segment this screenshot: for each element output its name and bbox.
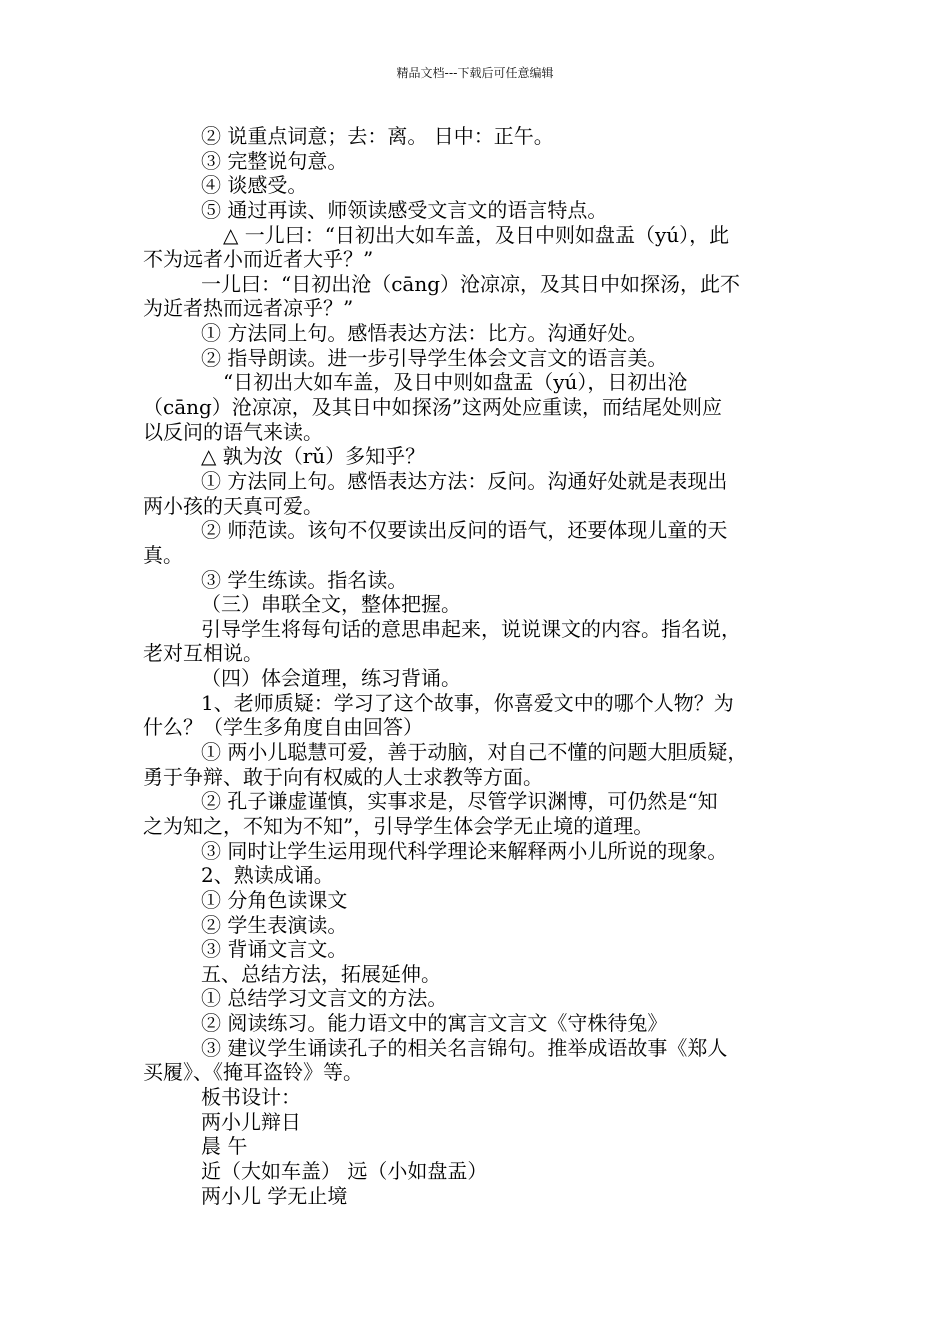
document-body <box>143 124 808 1208</box>
text-line: （cāng）沧凉凉，及其日中如探汤”这两处应重读，而结尾处则应 <box>143 395 723 420</box>
text-line: “日初出大如车盖，及日中则如盘盂（yú），日初出沧 <box>223 370 688 395</box>
text-line: 晨 午 <box>201 1134 248 1159</box>
text-line: ② 说重点词意；去：离。 日中：正午。 <box>201 124 554 148</box>
text-line: （三）串联全文，整体把握。 <box>201 592 461 617</box>
text-line: ③ 完整说句意。 <box>201 148 348 173</box>
text-line: 近（大如车盖） 远（小如盘盂） <box>201 1158 488 1183</box>
text-line: ① 分角色读课文 <box>201 887 348 912</box>
text-line: 引导学生将每句话的意思串起来，说说课文的内容。指名说， <box>201 616 741 641</box>
text-line: 两小儿辩日 <box>201 1109 301 1134</box>
text-line: 板书设计： <box>201 1084 301 1109</box>
text-line: ② 指导朗读。进一步引导学生体会文言文的语言美。 <box>201 345 668 370</box>
text-line: 勇于争辩、敢于向有权威的人士求教等方面。 <box>143 764 543 789</box>
text-line: ① 总结学习文言文的方法。 <box>201 986 448 1011</box>
text-line: 老对互相说。 <box>143 641 263 666</box>
text-line: ② 师范读。该句不仅要读出反问的语气，还要体现儿童的天 <box>201 518 728 543</box>
page-header: 精品文档---下载后可任意编辑 <box>396 66 554 80</box>
text-line: 两小孩的天真可爱。 <box>143 493 323 518</box>
text-line: （四）体会道理，练习背诵。 <box>201 666 461 691</box>
text-line: ② 学生表演读。 <box>201 912 348 937</box>
text-line: 买履》、《掩耳盗铃》等。 <box>143 1060 363 1085</box>
text-line: ③ 同时让学生运用现代科学理论来解释两小儿所说的现象。 <box>201 838 728 863</box>
text-line: ③ 背诵文言文。 <box>201 937 348 962</box>
text-line: ③ 学生练读。指名读。 <box>201 567 408 592</box>
text-line: ③ 建议学生诵读孔子的相关名言锦句。推举成语故事《郑人 <box>201 1035 728 1060</box>
text-line: 真。 <box>143 542 183 567</box>
text-line: 五、总结方法，拓展延伸。 <box>201 961 441 986</box>
text-line: ① 方法同上句。感悟表达方法：比方。沟通好处。 <box>201 321 648 346</box>
text-line: ④ 谈感受。 <box>201 173 308 198</box>
text-line: 什么？（学生多角度自由回答） <box>143 715 423 740</box>
text-line: ② 孔子谦虚谨慎，实事求是，尽管学识渊博，可仍然是“知 <box>201 789 718 814</box>
text-line: 以反问的语气来读。 <box>143 419 323 444</box>
text-line: 之为知之，不知为不知”，引导学生体会学无止境的道理。 <box>143 813 654 838</box>
text-line: ① 两小儿聪慧可爱，善于动脑，对自己不懂的问题大胆质疑， <box>201 740 748 765</box>
text-line: 一儿曰：“日初出沧（cāng）沧凉凉，及其日中如探汤，此不 <box>201 271 741 296</box>
text-line: △ 一儿曰：“日初出大如车盖，及日中则如盘盂（yú），此 <box>223 222 730 247</box>
text-line: 两小儿 学无止境 <box>201 1183 348 1208</box>
text-line: △ 孰为汝（rǔ）多知乎？ <box>201 444 426 469</box>
text-line: ② 阅读练习。能力语文中的寓言文言文《守株待兔》 <box>201 1011 668 1036</box>
text-line: 1、老师质疑：学习了这个故事，你喜爱文中的哪个人物？为 <box>201 690 734 715</box>
text-line: ① 方法同上句。感悟表达方法：反问。沟通好处就是表现出 <box>201 468 728 493</box>
text-line: 不为远者小而近者大乎？” <box>143 247 374 272</box>
text-line: ⑤ 通过再读、师领读感受文言文的语言特点。 <box>201 197 608 222</box>
text-line: 2、熟读成诵。 <box>201 863 334 888</box>
text-line: 为近者热而远者凉乎？” <box>143 296 354 321</box>
